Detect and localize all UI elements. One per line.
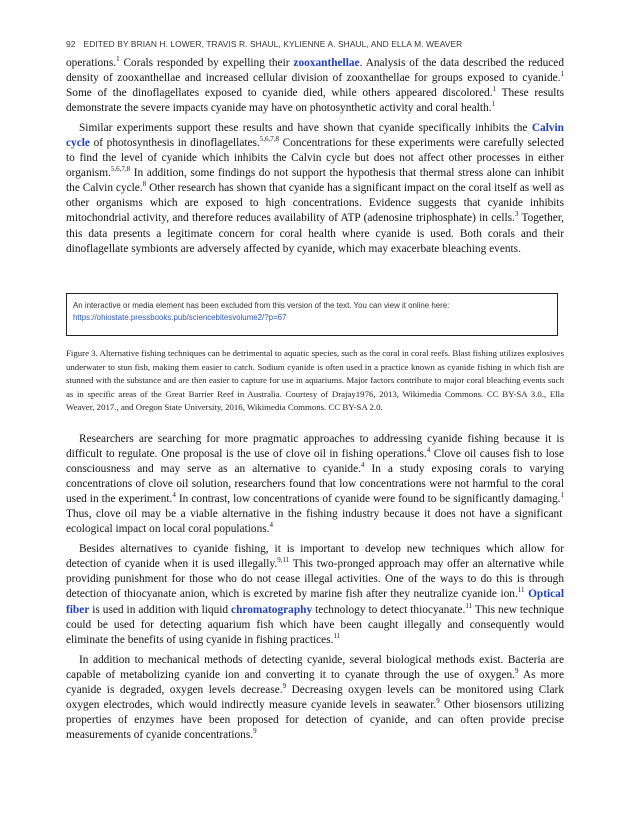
citation: 8 [142,180,147,189]
citation: 9,11 [277,556,290,565]
running-header [66,39,462,49]
citation: 1 [560,70,564,79]
text-run: Besides alternatives to cyanide fishing, it is important to develop new techniques which allow for detection of cyanide when it is used illegally. [66,543,564,571]
text-run: Clove oil causes fish to lose consciousness and may serve as an alternative to cyanide. [66,448,564,476]
text-run: Corals responded by expelling their [119,57,294,69]
text-run: is used in addition with liquid [89,603,232,616]
excluded-media-notice [66,293,558,336]
citation: 9 [253,727,257,736]
running-title: EDITED BY BRIAN H. LOWER, TRAVIS R. SHAUL, KYLIENNE A. SHAUL, AND ELLA M. WEAVER [83,39,463,49]
citation: 1 [560,491,564,500]
text-run: This new technique could be used for detecting aquarium fish which have been caught illegally and consequently would eliminate the benefits of using cyanide in fishing practices. [66,603,564,646]
text-run: This two-pronged approach may offer an alternative while providing punishment for those who do not cease illegal activities. One of the ways to do this is through detection of thiocyanate anion, which is excreted by marine fish after they neutralize cyanide ion. [66,558,565,601]
citation: 9 [282,681,287,690]
citation: 4 [426,446,431,455]
paragraph-1 [66,56,564,116]
citation: 4 [269,521,273,530]
citation: 4 [172,491,176,500]
text-run: Thus, clove oil may be a viable alternative in the fishing industry because it does not have a significant ecological impact on local coral populations. [66,508,563,536]
figure-caption: Figure 3. Alternative fishing techniques can be detrimental to aquatic species, such as the coral in coral reefs. Blast fishing utilizes explosives underwater to stun fish, making them easier to catch. Sodium cyanide is often used in a practice known as cyanide fishing in which fish are stunned with the substance and are then easier to capture for use in aquariums. Major factors contribute to major coral bleaching events such as in specific areas of the Great Barrier Reef in Australia. Courtesy of Drajay1976, 2013, Wikimedia Commons. CC BY-SA 3.0., Ella Weaver, 2017., and Oregon State University, 2016, Wikimedia Commons. CC BY-SA 2.0. [66,348,564,413]
page-number: 92 [66,39,76,49]
text-run: Similar experiments support these results and have shown that cyanide specifically inhibits the [79,122,532,135]
text-run: Decreasing oxygen levels can be monitored using Clark oxygen electrodes, which would indirectly measure cyanide levels in seawater. [66,683,565,711]
upper-body [66,56,564,262]
embed-url-link[interactable]: https://ohiostate.pressbooks.pub/sciencebitesvolume2/?p=67 [73,313,287,322]
text-run: In contrast, low concentrations of cyanide were found to be significantly damaging. [175,493,561,506]
text-run: Researchers are searching for more pragmatic approaches to addressing cyanide fishing because it is difficult to regulate. One proposal is the use of clove oil in fishing operations. [66,433,564,461]
text-run: . Analysis of the data described the reduced density of zooxanthellae and increased cellular division of zooxanthellae for groups exposed to cyanide. [66,57,564,85]
paragraph-4 [66,542,564,647]
text-run: Other biosensors utilizing properties of enzymes have been proposed for detection of cyanide, and can often provide precise measurements of cyanide concentrations. [66,698,564,741]
text-run: Some of the dinoflagellates exposed to cyanide died, while others appeared discolored. [66,87,493,100]
text-run: of photosynthesis in dinoflagellates. [89,137,260,150]
paragraph-5 [66,653,564,743]
lower-body [66,432,564,748]
text-run: These results demonstrate the severe impacts cyanide may have on photosynthetic activity and coral health. [66,87,565,115]
text-run: As more cyanide is degraded, oxygen levels decrease. [66,668,564,696]
text-run: operations. [66,57,117,69]
citation: 11 [465,601,473,610]
embed-notice-text: An interactive or media element has been excluded from this version of the text. You can view it online here: [73,301,450,310]
text-run: Other research has shown that cyanide has a significant impact on the coral itself as well as other organisms which are exposed to high concentrations. Evidence suggests that cyanide inhibits mitochondrial activity, and therefore reduces availability of ATP (adenosine triphosphate) in cells. [66,182,564,225]
citation: 1 [491,100,496,109]
link-calvin-cycle[interactable]: Calvin cycle [66,122,564,150]
citation: 11 [517,586,525,595]
paragraph-3 [66,432,564,537]
citation: 3 [514,210,519,219]
citation: 11 [333,631,341,640]
citation: 5,6,7,8 [259,135,280,144]
citation: 5,6,7,8 [110,165,131,174]
citation: 9 [436,697,440,706]
paragraph-2 [66,121,564,256]
link-optical-fiber[interactable]: Optical fiber [66,588,564,616]
link-zooxanthellae[interactable]: zooxanthellae [293,57,360,69]
text-run: In addition to mechanical methods of detecting cyanide, several biological methods exist. Bacteria are capable of metabolizing cyanide ion and converting it to cyanate through the use of oxygen. [66,653,564,681]
text-run: technology to detect thiocyanate. [312,603,466,616]
citation: 4 [360,461,365,470]
link-chromatography[interactable]: chromatography [231,603,313,616]
text-run: Together, this data presents a legitimate concern for coral health where cyanide is used. Both corals and their dinoflagellate symbionts are adversely affected by cyanide, which may exacerbate bleaching events. [66,212,564,255]
citation: 1 [492,85,497,94]
text-run: In a study exposing corals to varying concentrations of clove oil solution, researchers found that low concentrations were not harmful to the coral used in the experiment. [66,463,564,506]
text-run: In addition, some findings do not support the hypothesis that thermal stress alone can inhibit the Calvin cycle. [66,167,564,195]
citation: 1 [116,55,120,64]
text-run: Concentrations for these experiments were carefully selected to find the level of cyanide which inhibits the Calvin cycle but does not affect other processes in either organism. [66,137,564,180]
citation: 9 [515,666,519,675]
